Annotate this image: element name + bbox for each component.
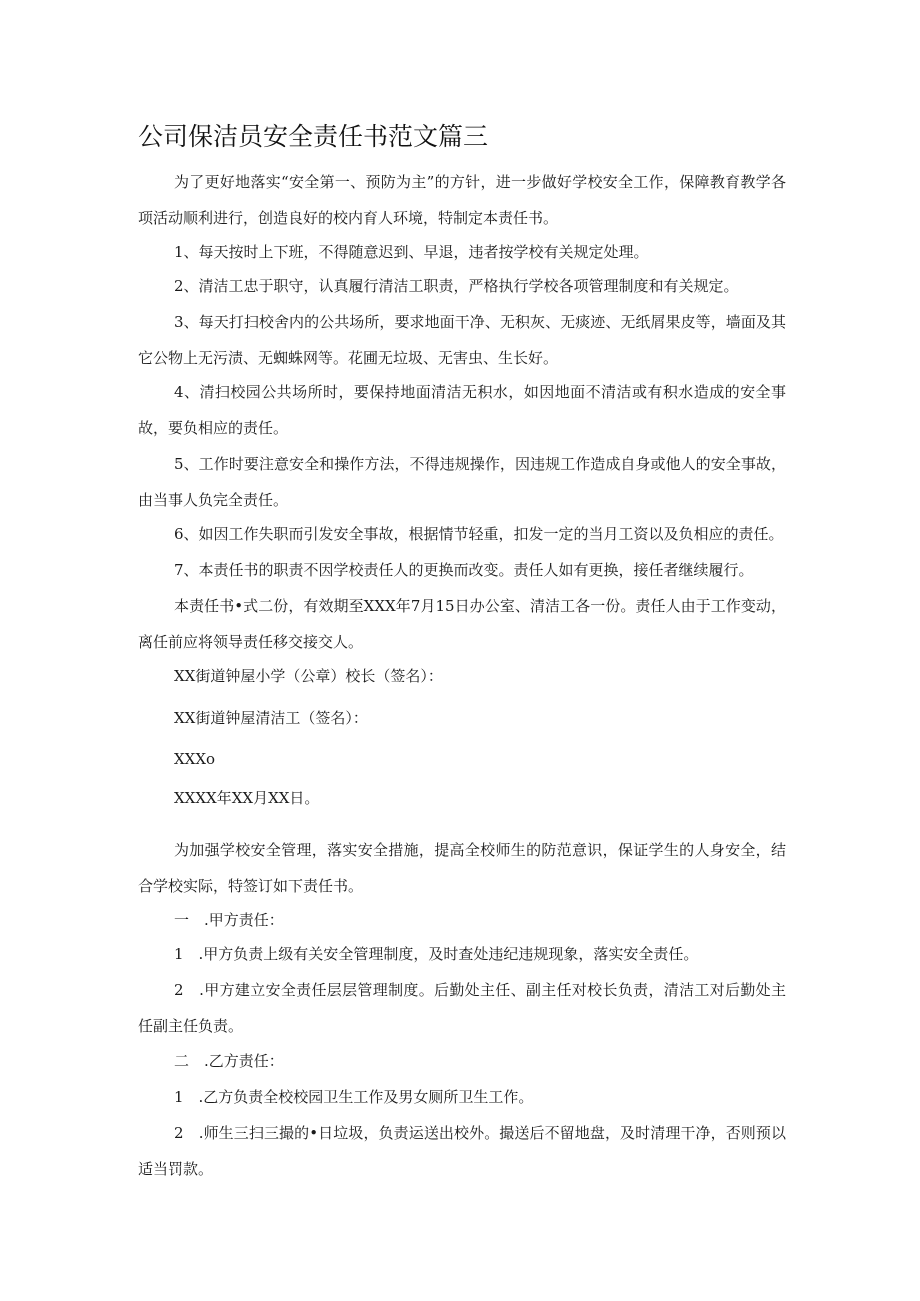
list-item: 1 .甲方负责上级有关安全管理制度，及时查处违纪违规现象，落实安全责任。 (174, 945, 699, 963)
list-item: 7、本责任书的职责不因学校责任人的更换而改变。责任人如有更换，接任者继续履行。 (174, 561, 754, 579)
signer-name: XXXo (174, 750, 216, 768)
list-item: 5、工作时要注意安全和操作方法，不得违规操作，因违规工作造成自身或他人的安全事故，由当事人负完全责任。 (138, 455, 786, 509)
intro-paragraph-2: 为加强学校安全管理，落实安全措施，提高全校师生的防范意识，保证学生的人身安全，结合学校实际，特签订如下责任书。 (138, 841, 786, 895)
list-item: 6、如因工作失职而引发安全事故，根据情节轻重，扣发一定的当月工资以及负相应的责任。 (174, 525, 784, 543)
list-item: 2、清洁工忠于职守，认真履行清洁工职责，严格执行学校各项管理制度和有关规定。 (174, 277, 739, 295)
list-item: 1 .乙方负责全校校园卫生工作及男女厕所卫生工作。 (174, 1088, 534, 1106)
list-item: 1、每天按时上下班，不得随意迟到、早退，违者按学校有关规定处理。 (174, 243, 649, 261)
signature-cleaner: XX街道钟屋清洁工（签名）： (174, 709, 368, 727)
party-b-heading: 二 .乙方责任： (174, 1052, 284, 1070)
intro-paragraph: 为了更好地落实“安全第一、预防为主”的方针，进一步做好学校安全工作，保障教育教学各项活动顺利进行，创造良好的校内育人环境，特制定本责任书。 (138, 173, 786, 227)
list-item: 2 .甲方建立安全责任层层管理制度。后勤处主任、副主任对校长负责，清洁工对后勤处主任副主任负责。 (138, 981, 786, 1035)
sign-date: XXXX年XX月XX日。 (174, 789, 320, 807)
list-item: 4、清扫校园公共场所时，要保持地面清洁无积水，如因地面不清洁或有积水造成的安全事故，要负相应的责任。 (138, 383, 786, 437)
page-title: 公司保洁员安全责任书范文篇三 (138, 122, 489, 151)
list-item: 2 .师生三扫三撮的•日垃圾，负责运送出校外。撮送后不留地盘，及时清理干净，否则预以适当罚款。 (138, 1124, 786, 1178)
validity-paragraph: 本责任书•式二份，有效期至XXX年7月15日办公室、清洁工各一份。责任人由于工作变动，离任前应将领导责任移交接交人。 (138, 597, 786, 651)
signature-principal: XX街道钟屋小学（公章）校长（签名）： (174, 667, 443, 685)
list-item: 3、每天打扫校舍内的公共场所，要求地面干净、无积灰、无痰迹、无纸屑果皮等，墙面及其它公物上无污渍、无蜘蛛网等。花圃无垃圾、无害虫、生长好。 (138, 313, 786, 367)
party-a-heading: 一 .甲方责任： (174, 911, 284, 929)
